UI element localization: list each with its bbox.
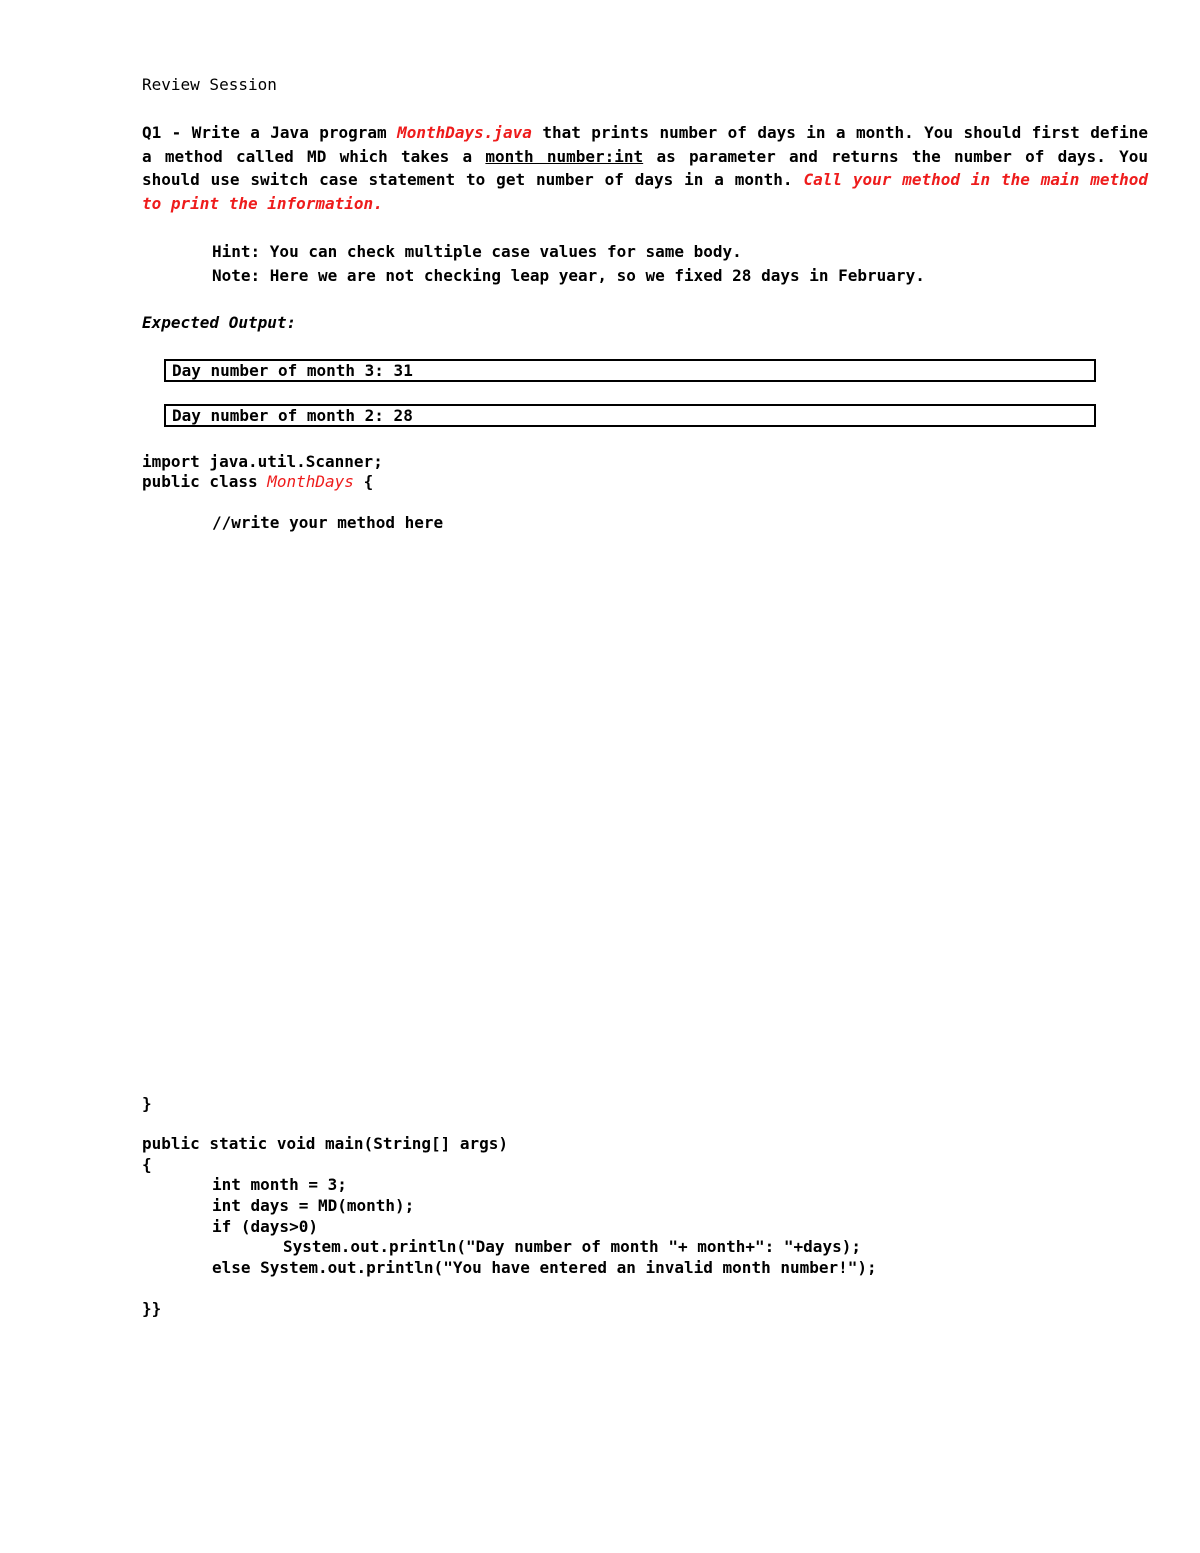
code-class-name: MonthDays [267,472,354,491]
code-comment: //write your method here [212,513,444,532]
question-param: month number:int [485,146,644,166]
code-line-println: System.out.println("Day number of month "+ month+": "+days); [283,1237,861,1256]
question-filename: MonthDays.java [397,123,532,142]
question-prefix: Q1 - Write a Java program [142,123,398,142]
question-paragraph [142,121,1148,216]
code-line-month: int month = 3; [212,1175,347,1194]
note-text: Note: Here we are not checking leap year, so we fixed 28 days in February. [212,266,925,285]
question-instruction: Call your method in the main method to print the information. [142,170,1148,214]
code-import-line: import java.util.Scanner; [142,452,383,471]
question-text-a: that prints number of days in a month. You should first define a method called MD which takes a [142,123,1148,166]
code-main-open-brace: { [142,1155,152,1174]
code-line-days: int days = MD(month); [212,1196,415,1215]
question-text-b: as parameter and returns the number of days. You should use switch case statement to get number of days in a month. [142,146,1149,190]
code-main-signature: public static void main(String[] args) [142,1134,509,1153]
code-class-declaration [142,472,373,493]
code-class-prefix: public class [142,472,268,491]
code-class-close-brace: } [142,1094,152,1113]
code-final-braces: }} [142,1299,162,1318]
code-line-else: else System.out.println("You have entered an invalid month number!"); [212,1258,877,1277]
expected-output-label: Expected Output: [142,313,297,332]
expected-output-box-2: Day number of month 2: 28 [164,404,1096,427]
code-class-suffix: { [353,472,374,491]
code-line-if: if (days>0) [212,1217,318,1236]
hint-text: Hint: You can check multiple case values for same body. [212,242,742,261]
page-title: Review Session [142,75,277,94]
expected-output-box-1: Day number of month 3: 31 [164,359,1096,382]
